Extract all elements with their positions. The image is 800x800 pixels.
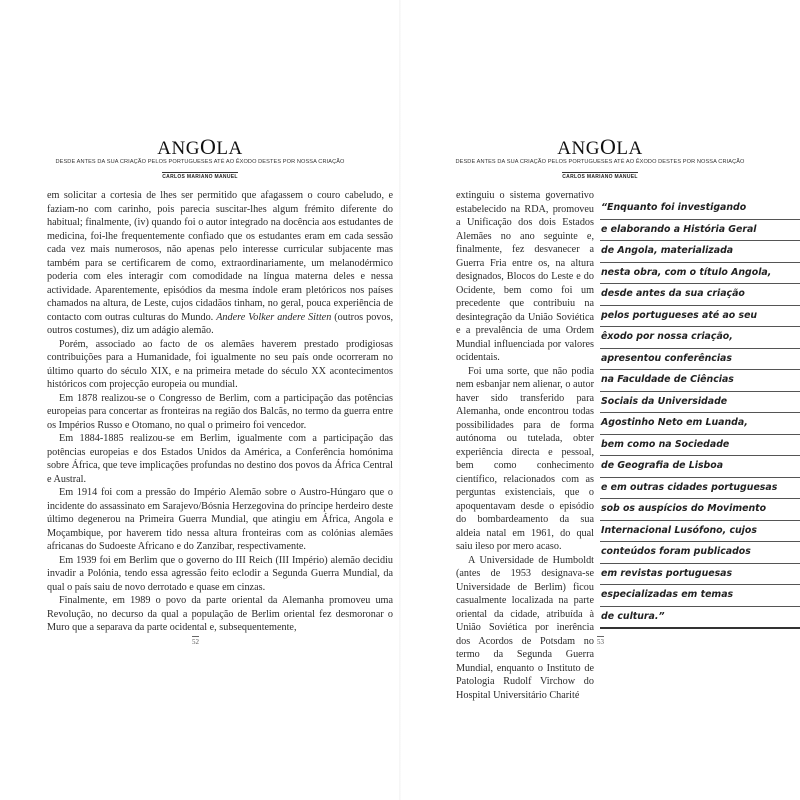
title-part: O [199,134,217,159]
italic-phrase: Andere Volker andere Sitten [216,311,332,323]
pull-quote-line: “Enquanto foi investigando [600,198,800,220]
pull-quote [600,198,800,629]
paragraph: Em 1914 foi com a pressão do Império Alemão sobre o Austro-Húngaro que o incidente do assassinato em Sarajevo/Bósnia Herzegovina do príncipe herdeiro deste último degenerou na Primeira Guerra Mundial, que atingiu em África, Angola e Moçambique, por haverem tido nessa altura fronteiras com as colónias alemães africanas do Sudoeste Africano e do Zanzibar, respectivamente. [47,487,393,552]
paragraph: Em 1878 realizou-se o Congresso de Berlim, com a participação das potências europeias para concertar as fronteiras na região dos Balcãs, no termo da guerra entre os Impérios Russo e Otomano, no qual o primeiro foi vencedor. [47,392,393,431]
book-title [0,134,400,159]
book-title [400,134,800,159]
body-text [456,189,594,702]
pull-quote-line: êxodo por nossa criação, [600,327,800,349]
title-part: ANG [557,138,600,159]
paragraph: A Universidade de Humboldt (antes de 1953 designava-se Universidade de Berlim) ficou casualmente localizada na parte oriental da cidade, atribuída à União Soviética por inerência dos Acordos de Potsdam no termo da Segunda Guerra Mundial, enquanto o Instituto de Patologia Rudolf Virchow do Hospital Universitário Charité [456,554,594,701]
pull-quote-line: e em outras cidades portuguesas [600,478,800,500]
running-header [0,134,400,183]
book-author: CARLOS MARIANO MANUEL [162,174,238,180]
pull-quote-line: de Geografia de Lisboa [600,456,800,478]
title-part: LA [216,138,243,159]
pull-quote-line: e elaborando a História Geral [600,220,800,242]
pull-quote-line: conteúdos foram publicados [600,542,800,564]
pull-quote-line: sob os auspícios do Movimento [600,499,800,521]
pull-quote-line: Internacional Lusófono, cujos [600,521,800,543]
page-number: 53 [597,638,604,646]
pull-quote-line: pelos portugueses até ao seu [600,306,800,328]
running-header [400,134,800,183]
paragraph: Foi uma sorte, que não podia nem esbanjar nem alienar, o autor haver sido transferido para Alemanha, onde encontrou todas possibilidades para de forma autónoma ou tutelada, obter experiência directa e pessoal, bem como conhecimento científico, relacionados com as perguntas existenciais, que o apoquentavam desde o episódio do bombardeamento da sua aldeia natal em 1961, do qual saiu ileso por mero acaso. [456,365,594,552]
right-page [400,0,800,800]
paragraph: Em 1939 foi em Berlim que o governo do III Reich (III Império) alemão decidiu invadir a Polónia, tendo essa agressão feito eclodir a Segunda Guerra Mundial, da qual o país saiu de novo derrotado e quase em cinzas. [47,554,393,593]
pull-quote-line: em revistas portuguesas [600,564,800,586]
pull-quote-line: nesta obra, com o título Angola, [600,263,800,285]
body-text [47,189,393,635]
paragraph [47,189,393,338]
pull-quote-line: Sociais da Universidade [600,392,800,414]
page-number: 52 [192,638,199,646]
pull-quote-line: de cultura.” [600,607,800,630]
paragraph: extinguiu o sistema governativo estabelecido na RDA, promoveu a Unificação dos dois Estados Alemães no ano seguinte e, finalmente, fez desvanecer a Guerra Fria entre os, na altura designados, Blocos do Leste e do Ocidente, bem como foi um precedente que contribuiu na desintegração da União Soviética e a prevalência de uma Ordem Mundial influenciada por valores ocidentais. [456,190,594,363]
book-author: CARLOS MARIANO MANUEL [562,174,638,180]
paragraph: Porém, associado ao facto de os alemães haverem prestado prodigiosas contribuições para a Humanidade, foi igualmente no seu país onde ocorreram no último quarto do século XIX, e na primeira metade do século XX acontecimentos históricos com projecção europeia ou mundial. [47,338,393,390]
title-part: O [599,134,617,159]
pull-quote-line: bem como na Sociedade [600,435,800,457]
paragraph-text: (outros povos, outros costumes), diz um adágio alemão. [47,311,393,336]
pull-quote-line: de Angola, materializada [600,241,800,263]
pull-quote-line: desde antes da sua criação [600,284,800,306]
book-subtitle: DESDE ANTES DA SUA CRIAÇÃO PELOS PORTUGUESES ATÉ AO ÊXODO DESTES POR NOSSA CRIAÇÃO [55,159,345,165]
title-part: LA [616,138,643,159]
pull-quote-line: especializadas em temas [600,585,800,607]
paragraph: Finalmente, em 1989 o povo da parte oriental da Alemanha promoveu uma Revolução, no decurso da qual a população de Berlim oriental fez desmoronar o Muro que a separava da parte ocidental e, subsequentemente, [47,595,393,633]
paragraph: Em 1884-1885 realizou-se em Berlim, igualmente com a participação das potências europeias e dos Estados Unidos da América, a Conferência homónima sobre África, que teve implicações profundas no destino dos povos da África Central e Austral. [47,433,393,485]
paragraph-text: em solicitar a cortesia de lhes ser permitido que afagassem o couro cabeludo, e faziam-no com carinho, pois parecia suscitar-lhes algum frémito diferente do habitual; finalmente, (iv) quando foi o autor integrado na docência aos estudantes de medicina, foi-lhe frequentemente confiado que os estudantes eram em cada sessão cada vez mais numerosos, não apenas pelo interesse curricular subjacente mas também para se certificarem de como, extraordinariamente, um melanodérmico poderia com eles interagir com comodidade na língua materna deles e nessa actividade. Aparentemente, episódios da mesma índole eram pletóricos nos países chamados na altura, de Leste, cujos cidadãos tinham, no geral, pouca experiência de contacto com outras culturas do Mundo. [47,190,393,323]
pull-quote-line: na Faculdade de Ciências [600,370,800,392]
title-part: ANG [157,138,200,159]
book-subtitle: DESDE ANTES DA SUA CRIAÇÃO PELOS PORTUGUESES ATÉ AO ÊXODO DESTES POR NOSSA CRIAÇÃO [455,159,745,165]
pull-quote-line: Agostinho Neto em Luanda, [600,413,800,435]
pull-quote-line: apresentou conferências [600,349,800,371]
